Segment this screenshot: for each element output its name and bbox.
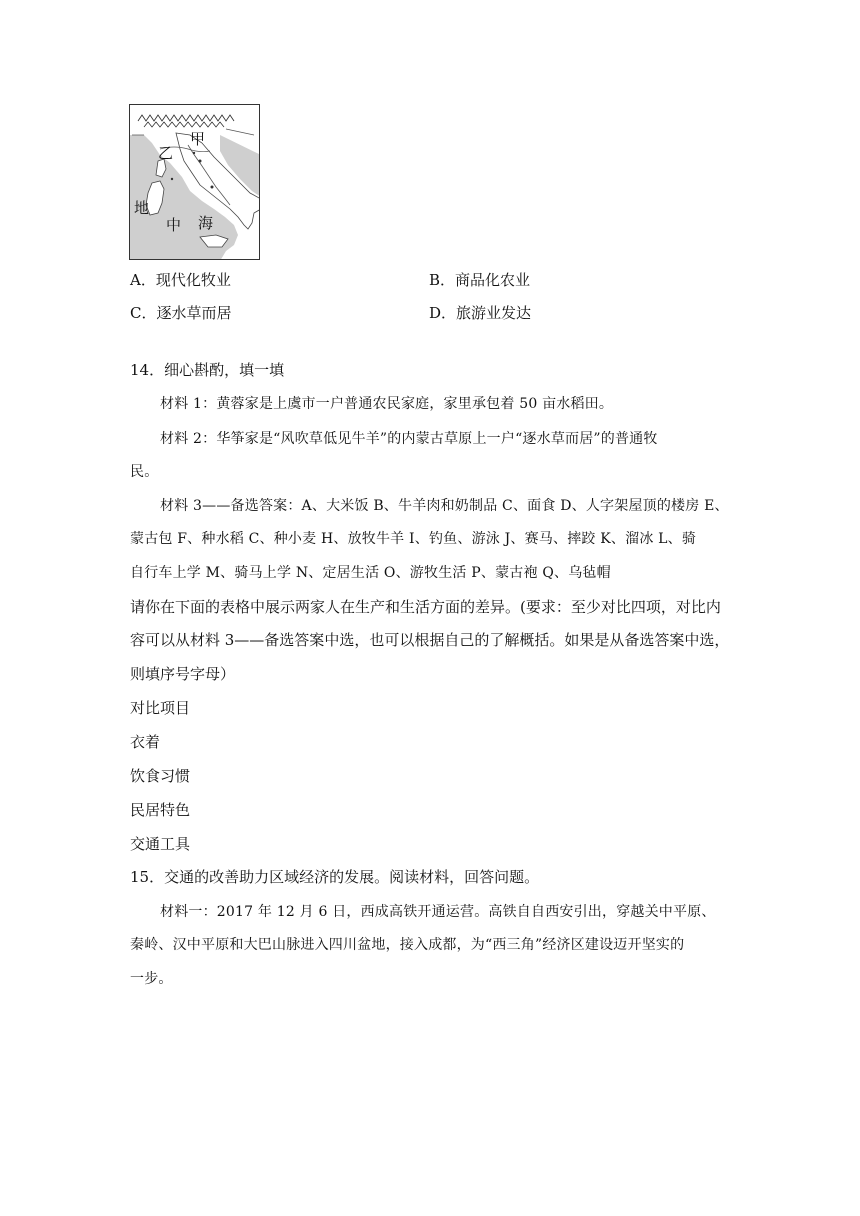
q14-instruction-line-3: 则填序号字母） [130, 665, 236, 683]
q15-title: 15．交通的改善助力区域经济的发展。阅读材料，回答问题。 [130, 868, 540, 886]
q14-material-3-line-1: 材料 3——备选答案：A、大米饭 B、牛羊肉和奶制品 C、面食 D、人字架屋顶的楼房 E、 [160, 498, 729, 514]
option-b: B．商品化农业 [429, 271, 531, 289]
q14-material-3-line-3: 自行车上学 M、骑马上学 N、定居生活 O、游牧生活 P、蒙古袍 Q、乌毡帽 [130, 565, 611, 581]
option-a: A．现代化牧业 [130, 271, 231, 289]
q15-material-1-line-2: 秦岭、汉中平原和大巴山脉进入四川盆地，接入成都，为“西三角”经济区建设迈开坚实的 [130, 937, 685, 953]
option-c: C．逐水草而居 [130, 304, 232, 322]
map-label-zhong: 中 [166, 216, 182, 234]
table-item-dwelling: 民居特色 [130, 801, 191, 819]
table-item-clothing: 衣着 [130, 733, 161, 751]
q14-instruction-line-2: 容可以从材料 3——备选答案中选，也可以根据自己的了解概括。如果是从备选答案中选， [130, 631, 730, 649]
q14-material-2-line-1: 材料 2：华筝家是“风吹草低见牛羊”的内蒙古草原上一户“逐水草而居”的普通牧 [160, 431, 658, 447]
q14-material-1: 材料 1：黄蓉家是上虞市一户普通农民家庭，家里承包着 50 亩水稻田。 [160, 396, 614, 412]
q14-material-3-line-2: 蒙古包 F、种水稻 C、种小麦 H、放牧牛羊 I、钓鱼、游泳 J、赛马、摔跤 K、溜冰 L、骑 [130, 531, 697, 547]
map-label-hai: 海 [198, 214, 214, 232]
option-d: D．旅游业发达 [429, 304, 532, 322]
map-label-yi: 乙 [158, 144, 174, 162]
map-drawing [130, 105, 260, 260]
italy-map-figure [129, 104, 260, 260]
table-item-transport: 交通工具 [130, 835, 191, 853]
q15-material-1-line-3: 一步。 [130, 971, 173, 987]
q14-material-2-line-2: 民。 [130, 464, 159, 480]
map-label-di: 地 [134, 199, 150, 217]
q15-material-1-line-1: 材料一：2017 年 12 月 6 日，西成高铁开通运营。高铁自自西安引出，穿越关中平原、 [160, 904, 716, 920]
table-item-header: 对比项目 [130, 699, 191, 717]
table-item-diet: 饮食习惯 [130, 767, 191, 785]
q14-title: 14．细心斟酌，填一填 [130, 361, 285, 379]
q14-instruction-line-1: 请你在下面的表格中展示两家人在生产和生活方面的差异。(要求：至少对比四项，对比内 [130, 598, 721, 616]
map-label-jia: 甲 [190, 130, 206, 148]
